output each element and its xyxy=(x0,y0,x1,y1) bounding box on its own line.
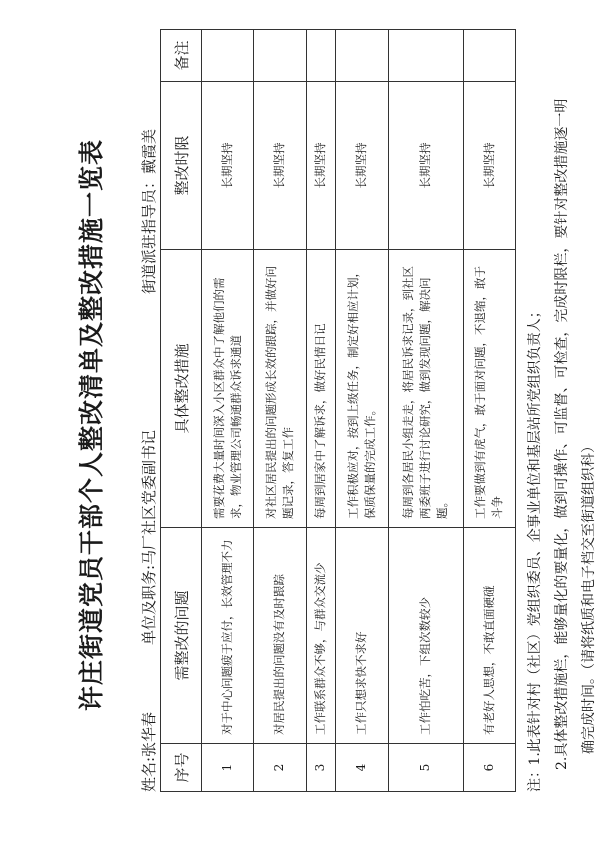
cell-seq: 2 xyxy=(254,744,306,792)
rectification-table xyxy=(160,29,516,792)
cell-remark xyxy=(306,30,336,82)
header-remark: 备注 xyxy=(161,30,202,82)
cell-measure: 对社区居民提出的问题形成长效的跟踪，并做好问题记录，答复工作 xyxy=(254,250,306,528)
header-deadline: 整改时限 xyxy=(161,82,202,250)
header-seq: 序号 xyxy=(161,744,202,792)
table-row xyxy=(254,30,306,792)
table-row xyxy=(336,30,388,792)
cell-deadline: 长期坚持 xyxy=(336,82,388,250)
table-row xyxy=(463,30,515,792)
street-guide: 街道派驻指导员：戴霞美 xyxy=(140,128,158,294)
unit-and-position: 单位及职务:马厂社区党委副书记 xyxy=(140,429,158,645)
cell-measure: 工作要做到有虎气，敢于面对问题，不退缩，敢于斗争 xyxy=(463,250,515,528)
note-text-2: 2.具体整改措施栏，能够量化的要量化，做到可操作、可监督、可检查，完成时限栏，要针对整改措施逐一明 xyxy=(554,98,570,770)
cell-remark xyxy=(254,30,306,82)
cell-remark xyxy=(202,30,254,82)
cell-seq: 5 xyxy=(388,744,463,792)
cell-deadline: 长期坚持 xyxy=(388,82,463,250)
table-row xyxy=(202,30,254,792)
note-line-1 xyxy=(522,22,549,792)
cell-remark xyxy=(388,30,463,82)
cell-problem: 有老好人思想，不敢直面硬碰 xyxy=(463,528,515,744)
cell-remark xyxy=(336,30,388,82)
cell-deadline: 长期坚持 xyxy=(463,82,515,250)
cell-deadline: 长期坚持 xyxy=(202,82,254,250)
note-text-1: 1.此表针对村（社区）党组织委员、企事业单位和基层站所党组织负责人； xyxy=(527,304,543,766)
cell-measure: 工作积极应对，按到上级任务，制定好相应计划，保质保量的完成工作。 xyxy=(336,250,388,528)
notes-section xyxy=(522,22,600,792)
cell-seq: 6 xyxy=(463,744,515,792)
cell-problem: 工作联系群众不够，与群众交流少 xyxy=(306,528,336,744)
header-problem: 需整改的问题 xyxy=(161,528,202,744)
cell-remark xyxy=(463,30,515,82)
cell-measure: 需要花费大量时间深入小区群众中了解他们的需求，物业管理公司畅通群众诉求通道 xyxy=(202,250,254,528)
note-line-2 xyxy=(549,22,576,792)
table-header-row xyxy=(161,30,202,792)
table-row xyxy=(388,30,463,792)
cell-deadline: 长期坚持 xyxy=(306,82,336,250)
notes-label: 注： xyxy=(527,764,543,792)
cell-problem: 对居民提出的问题没有及时跟踪 xyxy=(254,528,306,744)
header-measure: 具体整改措施 xyxy=(161,250,202,528)
cell-seq: 3 xyxy=(306,744,336,792)
cell-problem: 工作只想求快不求好 xyxy=(336,528,388,744)
cell-deadline: 长期坚持 xyxy=(254,82,306,250)
document-title: 许庄街道党员干部个人整改清单及整改措施一览表 xyxy=(77,139,106,712)
cell-seq: 4 xyxy=(336,744,388,792)
table-row xyxy=(306,30,336,792)
note-text-3: 确完成时间。（请将纸质和电子档交至街道组织科） xyxy=(581,439,597,754)
cell-seq: 1 xyxy=(202,744,254,792)
person-name: 姓名:张华春 xyxy=(140,711,158,792)
cell-problem: 对于中心问题疲于应付，长效管理不力 xyxy=(202,528,254,744)
cell-measure: 每周到各居民小组走走，将居民诉求记录，到社区两委班子进行讨论研究，做到发现问题，解决问题。 xyxy=(388,250,463,528)
note-line-3 xyxy=(576,22,600,792)
cell-problem: 工作怕吃苦，下组次数较少 xyxy=(388,528,463,744)
cell-measure: 每周到居家中了解诉求，做好民情日记 xyxy=(306,250,336,528)
